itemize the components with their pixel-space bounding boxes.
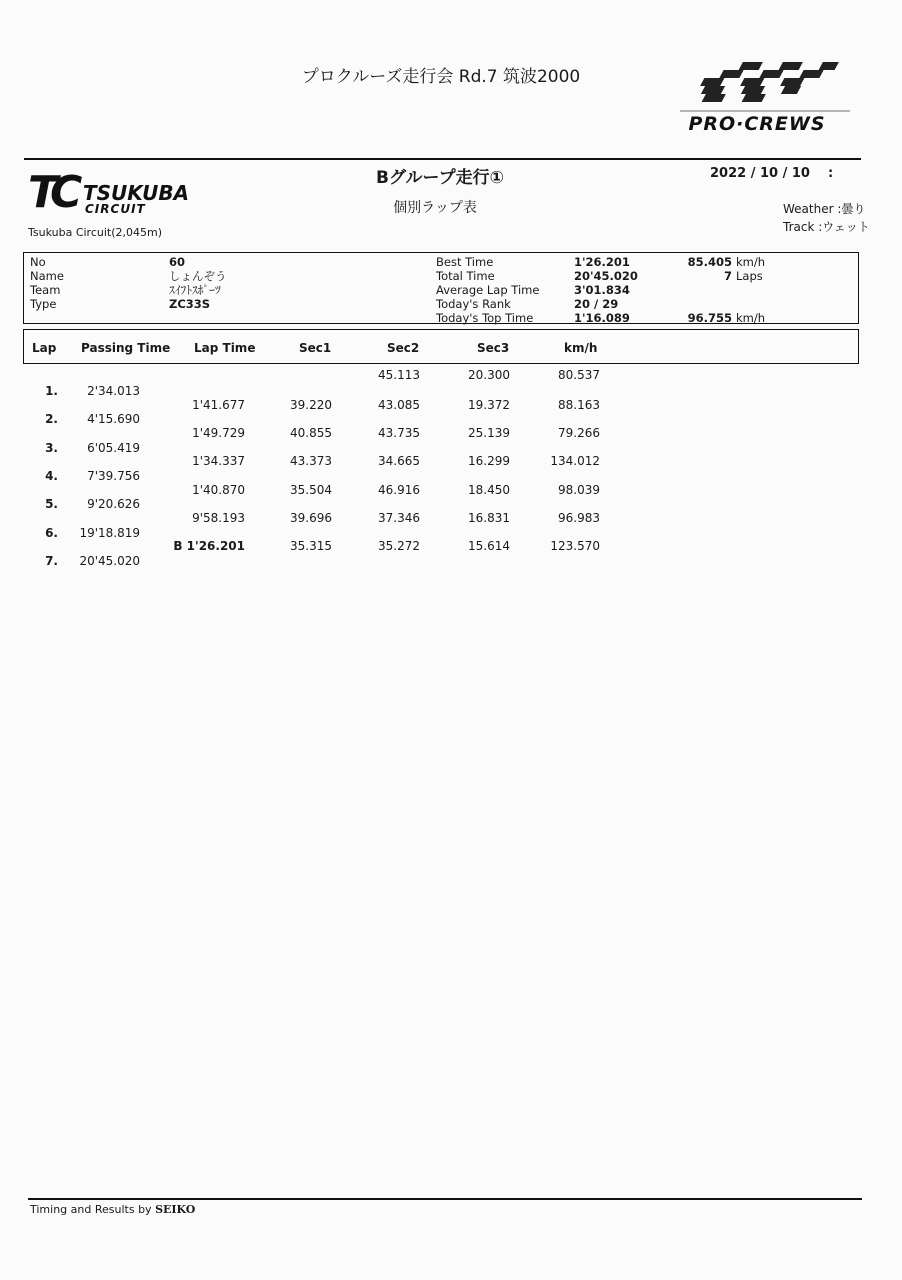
split-lap-time: 9'58.193 [192,511,245,525]
lap-number: 6. [45,526,58,540]
col-sec3: Sec3 [477,341,510,355]
split-lap-time-best: B 1'26.201 [173,539,245,553]
passing-time: 9'20.626 [87,497,140,511]
best-speed-unit: km/h [736,255,766,269]
split-sec2: 34.665 [378,454,420,468]
split-sec3: 16.831 [468,511,510,525]
driver-team: ｽｲﾌﾄｽﾎﾟｰﾂ [169,283,221,297]
driver-name: しょんぞう [169,269,227,283]
split-sec1: 43.373 [290,454,332,468]
split-sec1: 39.220 [290,398,332,412]
split-sec3: 25.139 [468,426,510,440]
col-sec1: Sec1 [299,341,332,355]
passing-time: 6'05.419 [87,441,140,455]
total-time-label: Total Time [436,269,495,283]
best-time-label: Best Time [436,255,494,269]
lap-number: 2. [45,412,58,426]
lap-number: 5. [45,497,58,511]
split-kmh: 80.537 [558,368,600,382]
split-sec2: 43.085 [378,398,420,412]
lap-number: 1. [45,384,58,398]
split-lap-time: 1'49.729 [192,426,245,440]
split-sec3: 18.450 [468,483,510,497]
split-sec1: 35.504 [290,483,332,497]
top-speed-unit: km/h [736,311,766,325]
avg-lap-label: Average Lap Time [436,283,540,297]
weather-info: Weather :曇り [783,202,866,216]
split-lap-time: 1'40.870 [192,483,245,497]
col-lap: Lap [32,341,57,355]
split-kmh: 134.012 [550,454,600,468]
split-lap-time: 1'34.337 [192,454,245,468]
sheet-title: 個別ラップ表 [393,200,477,216]
total-time-value: 20'45.020 [574,269,638,283]
group-title: Bグループ走行① [376,168,504,188]
split-sec2: 35.272 [378,539,420,553]
event-title: プロクルーズ走行会 Rd.7 筑波2000 [301,67,581,87]
rank-value: 20 / 29 [574,297,619,311]
split-kmh: 96.983 [558,511,600,525]
seiko-logo: SEIKO [155,1203,196,1216]
circuit-wordmark: CIRCUIT [85,202,146,216]
header-rule [24,158,861,160]
circuit-name: Tsukuba Circuit(2,045m) [28,226,163,239]
col-kmh: km/h [564,341,598,355]
footer-text: Timing and Results by [30,1203,152,1216]
split-sec2: 46.916 [378,483,420,497]
track-info: Track :ウェット [783,220,870,234]
label-name: Name [30,269,64,283]
session-date: 2022 / 10 / 10 [710,166,810,181]
footer-credit [30,1203,195,1216]
passing-time: 20'45.020 [79,554,140,568]
passing-time: 19'18.819 [79,526,140,540]
procrews-wordmark: PRO·CREWS [688,113,826,135]
split-kmh: 98.039 [558,483,600,497]
split-sec1: 35.315 [290,539,332,553]
passing-time: 4'15.690 [87,412,140,426]
avg-lap-value: 3'01.834 [574,283,630,297]
rank-label: Today's Rank [436,297,511,311]
split-sec3: 16.299 [468,454,510,468]
split-kmh: 123.570 [550,539,600,553]
tc-logo-mark: TC [28,167,75,218]
lap-table-header [23,329,859,364]
split-sec3: 15.614 [468,539,510,553]
driver-info-box [23,252,859,324]
split-sec3: 20.300 [468,368,510,382]
split-sec1: 39.696 [290,511,332,525]
lap-number: 3. [45,441,58,455]
split-sec2: 37.346 [378,511,420,525]
label-type: Type [30,297,57,311]
footer-rule [28,1198,862,1200]
best-time-value: 1'26.201 [574,255,630,269]
split-kmh: 88.163 [558,398,600,412]
col-sec2: Sec2 [387,341,420,355]
best-speed-value: 85.405 [687,255,732,269]
top-time-value: 1'16.089 [574,311,630,325]
tsukuba-wordmark: TSUKUBA [83,181,190,205]
label-no: No [30,255,46,269]
split-sec1: 40.855 [290,426,332,440]
split-sec2: 43.735 [378,426,420,440]
col-passing-time: Passing Time [81,341,171,355]
laps-unit: Laps [736,269,763,283]
laps-count: 7 [723,269,732,283]
split-lap-time: 1'41.677 [192,398,245,412]
split-sec3: 19.372 [468,398,510,412]
split-kmh: 79.266 [558,426,600,440]
date-colon: : [828,166,834,181]
label-team: Team [30,283,61,297]
col-lap-time: Lap Time [194,341,256,355]
split-sec2: 45.113 [378,368,420,382]
tsukuba-circuit-logo [28,167,228,222]
driver-number: 60 [169,255,186,269]
passing-time: 7'39.756 [87,469,140,483]
lap-number: 4. [45,469,58,483]
procrews-logo [650,58,862,133]
top-time-label: Today's Top Time [436,311,534,325]
lap-number: 7. [45,554,58,568]
top-speed-value: 96.755 [687,311,732,325]
passing-time: 2'34.013 [87,384,140,398]
car-type: ZC33S [169,297,211,311]
